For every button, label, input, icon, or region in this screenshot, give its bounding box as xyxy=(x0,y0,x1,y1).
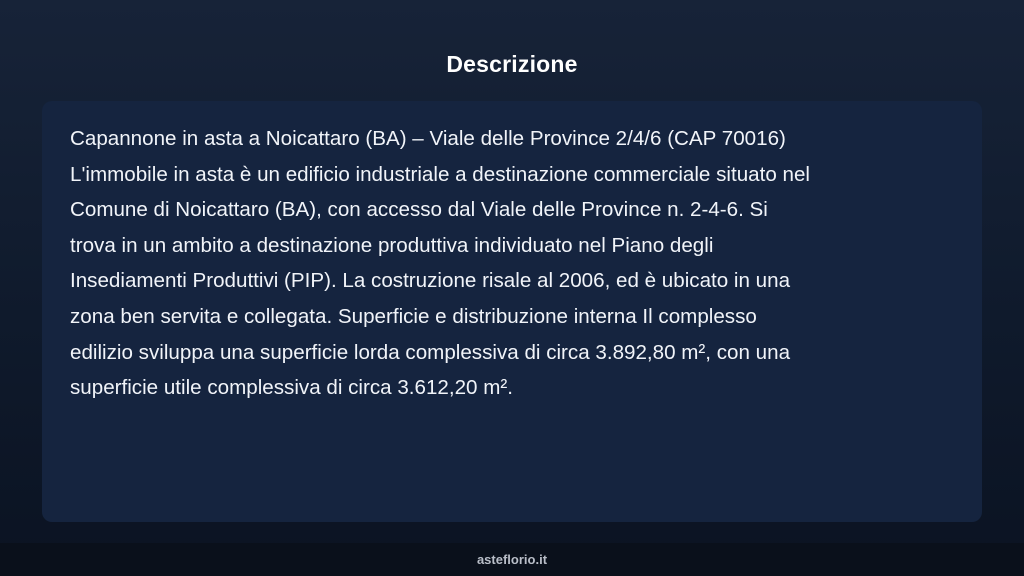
footer-bar xyxy=(0,543,1024,576)
description-card xyxy=(42,101,982,522)
page-title: Descrizione xyxy=(446,51,578,77)
footer-site-label: asteflorio.it xyxy=(476,552,548,567)
description-text: Capannone in asta a Noicattaro (BA) – Viale delle Province 2/4/6 (CAP 70016) L'immobile in asta è un edificio industriale a destinazione commerciale situato nel Comune di Noicattaro (BA), con accesso dal Viale delle Province n. 2-4-6. Si trova in un ambito a destinazione produttiva individuato nel Piano degli Insediamenti Produttivi (PIP). La costruzione risale al 2006, ed è ubicato in una zona ben servita e collegata. Superficie e distribuzione interna Il complesso edilizio sviluppa una superficie lorda complessiva di circa 3.892,80 m², con una superficie utile complessiva di circa 3.612,20 m². xyxy=(70,127,810,400)
